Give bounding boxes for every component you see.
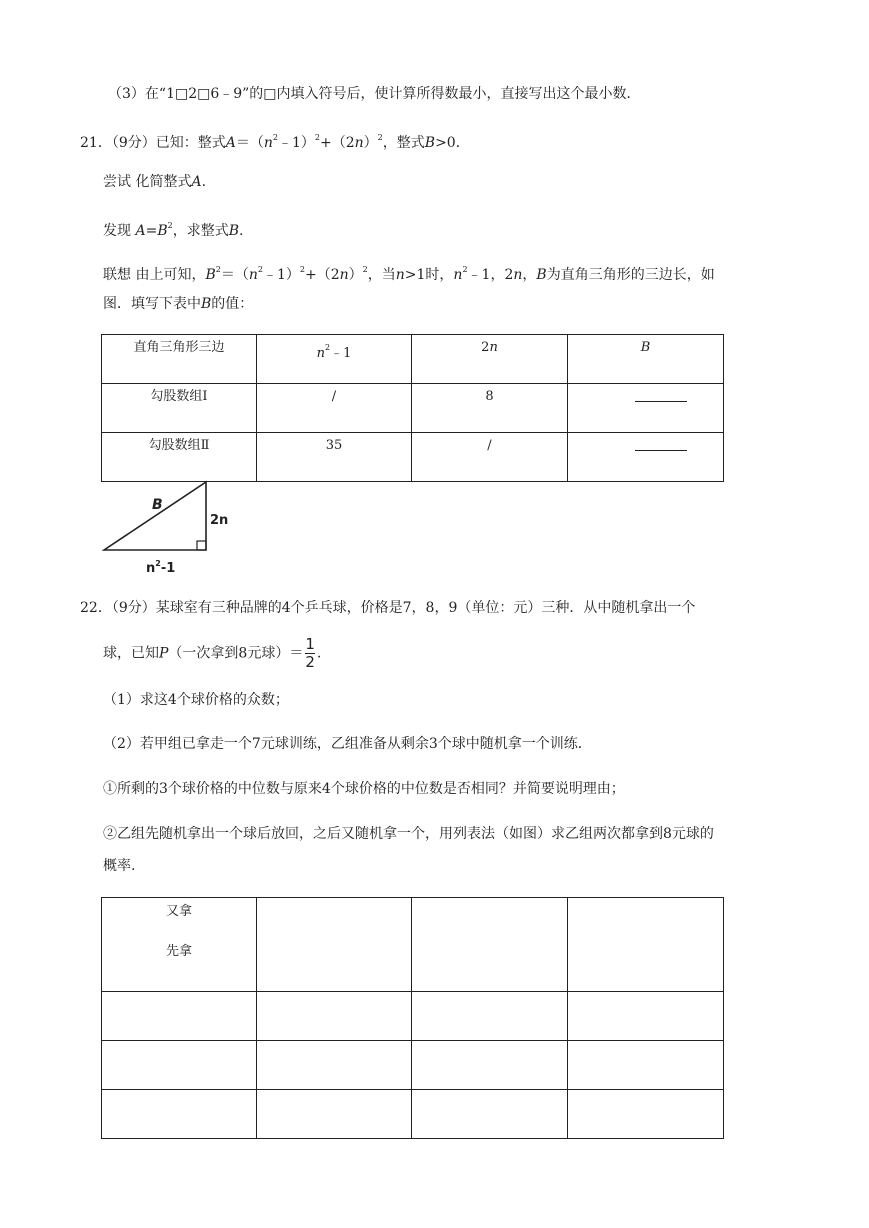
table-cell	[257, 898, 412, 992]
q22-heading-line1: 22．（9分）某球室有三种品牌的4个乒乓球，价格是7，8，9（单位：元）三种．从中随机拿出一个	[80, 600, 696, 616]
table-cell	[412, 898, 568, 992]
table-row	[102, 898, 724, 992]
table-cell	[257, 992, 412, 1041]
table-row	[102, 992, 724, 1041]
table-cell	[412, 1041, 568, 1090]
table-cell	[412, 992, 568, 1041]
triangle-shape	[104, 482, 206, 550]
table-cell	[568, 898, 724, 992]
table-cell	[568, 1041, 724, 1090]
q20-part3: （3）在“1□2□6﹣9”的□内填入符号后，使计算所得数最小，直接写出这个最小数．	[108, 86, 641, 102]
q21-find: 发现 $A=B^2$，求整式B.	[103, 221, 244, 239]
q22-heading-line2: 球，已知P（一次拿到8元球）＝ $\frac{1}{2}$ .	[103, 635, 322, 671]
cell-value: /	[257, 384, 412, 433]
table-row	[102, 433, 724, 482]
q21-associate: 联想 由上可知，$B^2=(n^2﹣1)^2+(2n)^2$，当n>1时，$n^2﹣1$，2n，B为直角三角形的三边长，如	[103, 265, 715, 283]
answer-blank	[635, 436, 687, 451]
table-cell	[412, 1090, 568, 1139]
right-angle-mark	[197, 541, 206, 550]
hypotenuse-label: B	[152, 497, 163, 513]
q22-part2: （2）若甲组已拿走一个7元球训练，乙组准备从剩余3个球中随机拿一个训练．	[103, 736, 592, 752]
header-second-draw: 又拿	[165, 904, 192, 919]
fraction-one-half: $\frac{1}{2}$	[305, 635, 315, 671]
answer-blank	[635, 387, 687, 402]
q22-sub1: ①所剩的3个球价格的中位数与原来4个球价格的中位数是否相同？并简要说明理由；	[103, 781, 625, 797]
q21-associate-line2: 图．填写下表中B的值：	[103, 296, 254, 312]
table-cell	[102, 1041, 257, 1090]
answer-blank-cell	[568, 384, 724, 433]
q22-sub2-line2: 概率.	[103, 858, 136, 874]
table-cell	[102, 1090, 257, 1139]
answer-blank-cell	[568, 433, 724, 482]
table-cell	[257, 1041, 412, 1090]
q22-sub2-line1: ②乙组先随机拿出一个球后放回，之后又随机拿一个，用列表法（如图）求乙组两次都拿到8元球的	[103, 826, 714, 842]
table-cell	[257, 1090, 412, 1139]
right-triangle-figure	[96, 476, 246, 580]
table-row	[102, 335, 724, 384]
q22-part1: （1）求这4个球价格的众数；	[103, 692, 289, 708]
table-row	[102, 1041, 724, 1090]
cell-value: 35	[257, 433, 412, 482]
q21-heading: 21．（9分）已知：整式$A=(n^2﹣1)^2+(2n)^2$，整式B>0．	[80, 133, 470, 151]
cell-value: 8	[412, 384, 568, 433]
header-first-draw: 先拿	[165, 944, 192, 959]
side-label: 2n	[210, 513, 229, 528]
header-n-squared-minus-1: $n^2﹣1$	[257, 335, 412, 384]
table-cell	[568, 1090, 724, 1139]
table-cell	[102, 992, 257, 1041]
header-b: B	[568, 335, 724, 384]
pythagorean-table	[101, 334, 724, 482]
table-row	[102, 1090, 724, 1139]
corner-header	[102, 898, 257, 992]
probability-table	[101, 897, 724, 1139]
row-label-group-1: 勾股数组Ⅰ	[102, 384, 257, 433]
table-row	[102, 384, 724, 433]
row-label-group-2: 勾股数组Ⅱ	[102, 433, 257, 482]
header-2n: 2n	[412, 335, 568, 384]
q21-try: 尝试 化简整式A.	[103, 174, 207, 190]
base-label: $n^2-1$	[146, 559, 176, 576]
cell-value: /	[412, 433, 568, 482]
table-cell	[568, 992, 724, 1041]
header-sides-label: 直角三角形三边	[102, 335, 257, 384]
